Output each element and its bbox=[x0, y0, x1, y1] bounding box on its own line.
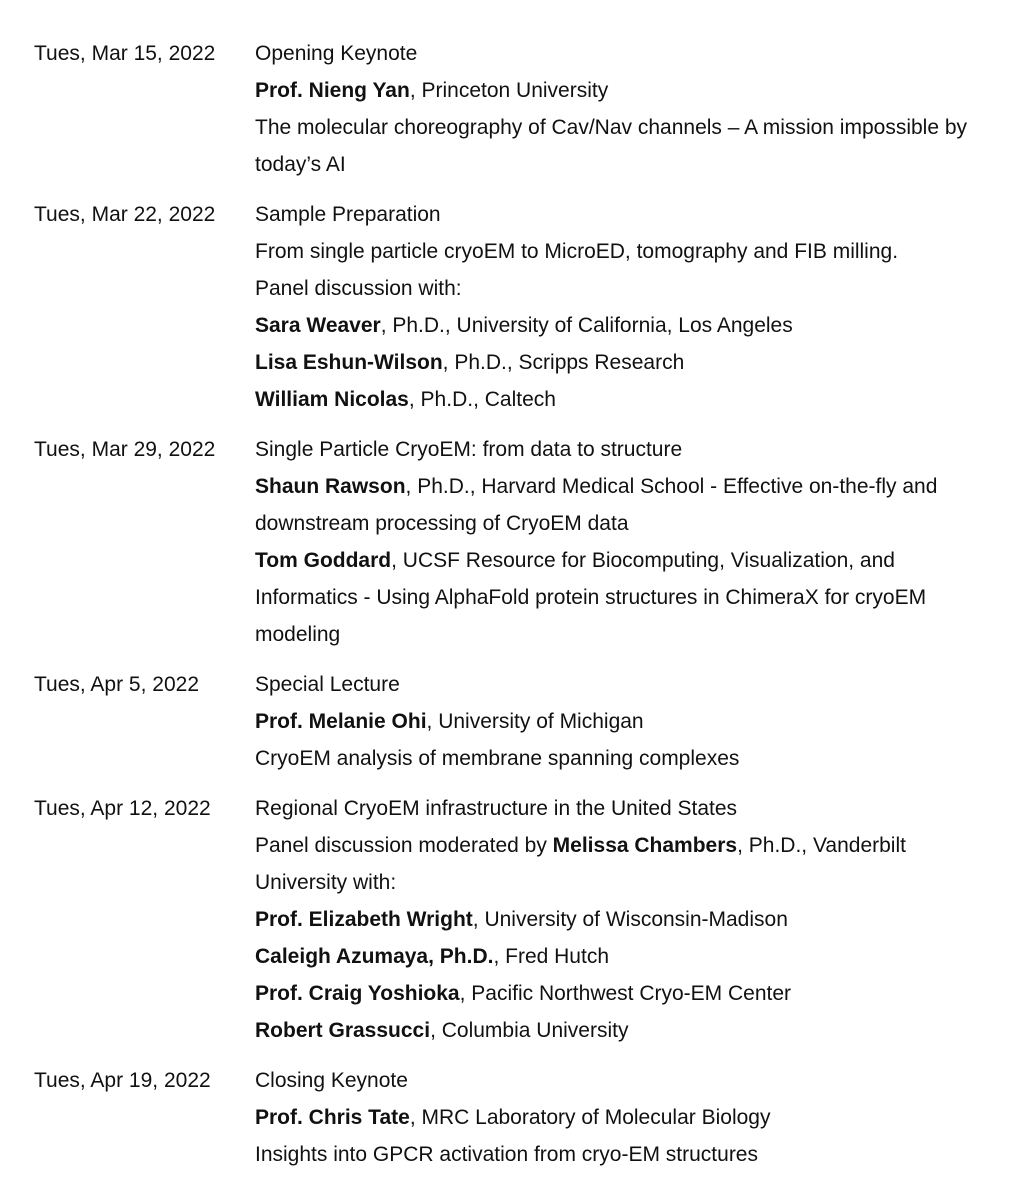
speaker-line bbox=[255, 72, 990, 109]
moderator-line bbox=[255, 827, 990, 901]
event-date: Tues, Apr 12, 2022 bbox=[34, 797, 211, 820]
speaker-name: Caleigh Azumaya, Ph.D. bbox=[255, 945, 494, 968]
speaker-line bbox=[255, 975, 990, 1012]
speaker-affiliation: , UCSF Resource for Biocomputing, Visualization, and Informatics - Using AlphaFold protein structures in ChimeraX for cryoEM modeling bbox=[255, 549, 927, 646]
speaker-affiliation: , Princeton University bbox=[409, 79, 609, 102]
speaker-name: William Nicolas bbox=[255, 388, 409, 411]
speaker-line bbox=[255, 381, 990, 418]
speaker-affiliation: , Ph.D., Scripps Research bbox=[442, 351, 685, 374]
panel-intro: Panel discussion with: bbox=[255, 277, 462, 300]
speaker-line bbox=[255, 468, 990, 542]
moderator-name: Melissa Chambers bbox=[552, 834, 738, 857]
event-row bbox=[0, 431, 1015, 653]
event-subtitle: From single particle cryoEM to MicroED, tomography and FIB milling. bbox=[255, 240, 899, 263]
talk-title: The molecular choreography of Cav/Nav channels – A mission impossible by today’s AI bbox=[255, 116, 968, 176]
speaker-name: Prof. Melanie Ohi bbox=[255, 710, 427, 733]
speaker-line bbox=[255, 542, 990, 653]
event-row bbox=[0, 196, 1015, 418]
speaker-affiliation: , University of Michigan bbox=[426, 710, 644, 733]
event-title: Sample Preparation bbox=[255, 203, 441, 226]
event-date: Tues, Mar 22, 2022 bbox=[34, 203, 216, 226]
event-title: Special Lecture bbox=[255, 673, 400, 696]
speaker-affiliation: , University of Wisconsin-Madison bbox=[472, 908, 788, 931]
event-details bbox=[255, 196, 990, 418]
event-title: Closing Keynote bbox=[255, 1069, 408, 1092]
speaker-line bbox=[255, 938, 990, 975]
moderator-prefix: Panel discussion moderated by bbox=[255, 834, 553, 857]
event-title: Single Particle CryoEM: from data to structure bbox=[255, 438, 683, 461]
speaker-affiliation: , Columbia University bbox=[430, 1019, 629, 1042]
event-title: Regional CryoEM infrastructure in the United States bbox=[255, 797, 738, 820]
event-row bbox=[0, 1062, 1015, 1173]
talk-title: Insights into GPCR activation from cryo-EM structures bbox=[255, 1143, 758, 1166]
moderator-suffix: , Ph.D., Vanderbilt University with: bbox=[255, 834, 906, 894]
speaker-name: Sara Weaver bbox=[255, 314, 381, 337]
event-row bbox=[0, 790, 1015, 1049]
speaker-name: Shaun Rawson bbox=[255, 475, 406, 498]
speaker-affiliation: , Pacific Northwest Cryo-EM Center bbox=[459, 982, 792, 1005]
speaker-line bbox=[255, 1099, 990, 1136]
speaker-affiliation: , MRC Laboratory of Molecular Biology bbox=[409, 1106, 771, 1129]
event-date: Tues, Mar 29, 2022 bbox=[34, 438, 216, 461]
speaker-affiliation: , Fred Hutch bbox=[493, 945, 609, 968]
event-row bbox=[0, 35, 1015, 183]
event-details bbox=[255, 666, 990, 777]
speaker-name: Prof. Elizabeth Wright bbox=[255, 908, 473, 931]
event-title: Opening Keynote bbox=[255, 42, 418, 65]
event-details bbox=[255, 1062, 990, 1173]
event-details bbox=[255, 790, 990, 1049]
speaker-line bbox=[255, 703, 990, 740]
event-row bbox=[0, 666, 1015, 777]
speaker-line bbox=[255, 307, 990, 344]
event-schedule bbox=[0, 35, 1015, 1186]
speaker-name: Lisa Eshun-Wilson bbox=[255, 351, 443, 374]
speaker-name: Prof. Chris Tate bbox=[255, 1106, 410, 1129]
speaker-name: Prof. Craig Yoshioka bbox=[255, 982, 460, 1005]
speaker-line bbox=[255, 901, 990, 938]
speaker-line bbox=[255, 1012, 990, 1049]
speaker-affiliation: , Ph.D., University of California, Los Angeles bbox=[380, 314, 793, 337]
speaker-name: Robert Grassucci bbox=[255, 1019, 431, 1042]
speaker-name: Tom Goddard bbox=[255, 549, 392, 572]
speaker-name: Prof. Nieng Yan bbox=[255, 79, 410, 102]
speaker-affiliation: , Ph.D., Harvard Medical School - Effective on-the-fly and downstream processing of CryoEM data bbox=[255, 475, 938, 535]
event-date: Tues, Apr 19, 2022 bbox=[34, 1069, 211, 1092]
event-details bbox=[255, 431, 990, 653]
speaker-affiliation: , Ph.D., Caltech bbox=[408, 388, 556, 411]
event-date: Tues, Apr 5, 2022 bbox=[34, 673, 199, 696]
event-date: Tues, Mar 15, 2022 bbox=[34, 42, 216, 65]
event-details bbox=[255, 35, 990, 183]
speaker-line bbox=[255, 344, 990, 381]
talk-title: CryoEM analysis of membrane spanning complexes bbox=[255, 747, 740, 770]
